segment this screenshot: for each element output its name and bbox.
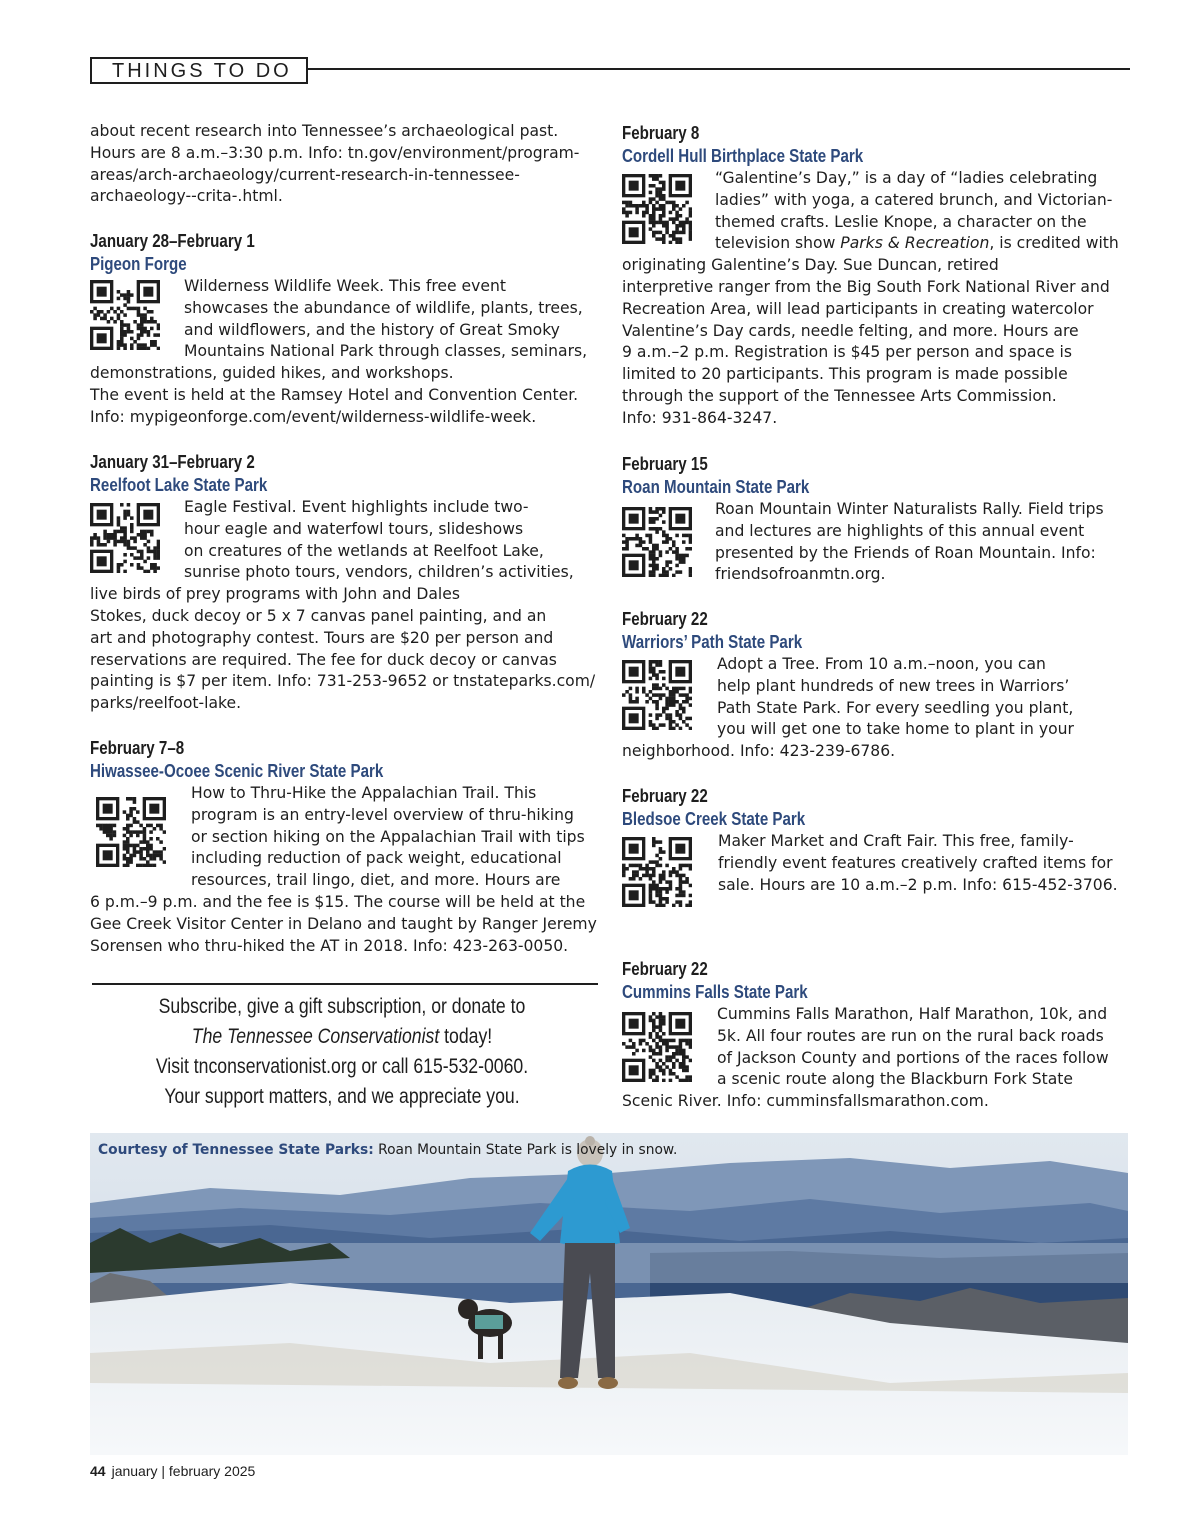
event-date: February 22 [622,609,708,629]
event-text-line: Maker Market and Craft Fair. This free, family- [718,832,1074,850]
event-text-line: Sorensen who thru-hiked the AT in 2018. Info: 423-263-0050. [90,936,569,955]
event-park-name: Warriors’ Path State Park [622,632,803,652]
event-text-line: a scenic route along the Blackburn Fork State [717,1070,1073,1089]
event-text-line: Cummins Falls Marathon, Half Marathon, 10k, and [717,1005,1108,1023]
event-text-line: originating Galentine’s Day. Sue Duncan, retired [622,256,999,275]
event-cummins-falls [622,958,1134,1113]
event-text-line: Wilderness Wildlife Week. This free event [184,277,506,295]
subscribe-line [132,1022,552,1052]
roan-mountain-photo [90,1133,1128,1455]
event-text-line: hour eagle and waterfowl tours, slideshows [184,519,524,538]
qr-code-icon[interactable] [90,503,160,573]
page-footer [90,1461,255,1481]
photo-credit: Courtesy of Tennessee State Parks: [98,1142,374,1158]
event-text-line: through the support of the Tennessee Arts Commission. [622,386,1057,405]
event-date: January 31–February 2 [90,452,255,472]
event-text-line: presented by the Friends of Roan Mountain. Info: [715,543,1096,562]
event-text-line: Adopt a Tree. From 10 a.m.–noon, you can [717,655,1046,673]
qr-code-icon[interactable] [622,174,692,244]
qr-code-icon[interactable] [622,1012,692,1082]
subscribe-line: Visit tnconservationist.org or call 615-532-0060. [155,1055,529,1078]
header-rule [308,68,1130,70]
event-text-line: you will get one to take home to plant in your [717,720,1074,739]
continuation-line: areas/arch-archaeology/current-research-in-tennessee- [90,165,520,184]
event-text-line: or section hiking on the Appalachian Trail with tips [191,827,585,846]
event-reelfoot-lake [90,451,602,715]
continuation-line: archaeology--crita-.html. [90,187,283,206]
event-date: February 22 [622,959,708,979]
subscribe-box [92,992,592,1112]
event-hiwassee-ocoee [90,737,602,957]
event-warriors-path [622,608,1134,763]
qr-code-icon[interactable] [622,837,692,907]
qr-code-icon[interactable] [96,797,166,867]
photo-caption [98,1140,677,1160]
event-text-line: 5k. All four routes are run on the rural back roads [717,1026,1104,1045]
event-text-line: friendly event features creatively crafted items for [718,853,1113,872]
event-text-line: Eagle Festival. Event highlights include two- [184,498,529,516]
event-park-name: Bledsoe Creek State Park [622,809,806,829]
event-text-line: parks/reelfoot-lake. [90,694,242,713]
event-date: February 22 [622,786,708,806]
event-text-line: demonstrations, guided hikes, and workshops. [90,364,454,383]
event-text-line: Roan Mountain Winter Naturalists Rally. Field trips [715,500,1104,518]
left-column [90,121,602,955]
event-text-line: Valentine’s Day cards, needle felting, and more. Hours are [622,321,1079,340]
landscape-illustration [90,1133,1128,1455]
event-text-line: painting is $7 per item. Info: 731-253-9652 or tnstateparks.com/ [90,672,596,691]
subscribe-line: Your support matters, and we appreciate you. [164,1085,520,1108]
event-text-line: friendsofroanmtn.org. [715,565,886,584]
event-text-line: including reduction of pack weight, educational [191,849,562,868]
event-text-line: Gee Creek Visitor Center in Delano and taught by Ranger Jeremy [90,914,597,933]
event-text-line: art and photography contest. Tours are $20 per person and [90,628,554,647]
event-text-fragment: television show [715,234,841,253]
event-text-line: Scenic River. Info: cumminsfallsmarathon.com. [622,1092,989,1111]
event-cordell-hull [622,122,1134,430]
event-text-line: and lectures are highlights of this annual event [715,521,1085,540]
continuation-line: about recent research into Tennessee’s archaeological past. [90,122,559,140]
event-text-line: program is an entry-level overview of thru-hiking [191,805,574,824]
event-text-line: Stokes, duck decoy or 5 x 7 canvas panel painting, and an [90,606,547,625]
event-park-name: Reelfoot Lake State Park [90,475,268,495]
event-text-line: Info: mypigeonforge.com/event/wilderness-wildlife-week. [90,407,537,426]
event-text-line: 6 p.m.–9 p.m. and the fee is $15. The course will be held at the [90,892,586,911]
qr-code-icon[interactable] [622,507,692,577]
event-text-line: 9 a.m.–2 p.m. Registration is $45 per person and space is [622,343,1073,362]
issue-date: january | february 2025 [111,1463,256,1479]
event-text-line: interpretive ranger from the Big South Fork National River and [622,277,1110,296]
event-text-line: Mountains National Park through classes, seminars, [184,342,588,361]
event-text-line: The event is held at the Ramsey Hotel and Convention Center. [90,385,579,404]
event-bledsoe-creek [622,785,1134,913]
continuation-text [90,121,602,208]
event-text-line: How to Thru-Hike the Appalachian Trail. This [191,784,537,802]
event-text-line: and wildflowers, and the history of Great Smoky [184,320,560,339]
event-text-line: “Galentine’s Day,” is a day of “ladies celebrating [715,169,1098,187]
section-header-label: THINGS TO DO [112,60,292,82]
event-date: February 7–8 [90,738,185,758]
event-text-line: Recreation Area, will lead participants in creating watercolor [622,299,1094,318]
event-date: January 28–February 1 [90,231,255,251]
event-text-line: of Jackson County and portions of the races follow [717,1048,1109,1067]
subscribe-line: Subscribe, give a gift subscription, or donate to [158,995,526,1018]
tv-show-title: Parks & Recreation [840,234,990,253]
event-park-name: Hiwassee-Ocoee Scenic River State Park [90,761,384,781]
subscribe-fragment: today! [439,1025,493,1048]
event-text-line: sale. Hours are 10 a.m.–2 p.m. Info: 615-452-3706. [718,875,1118,894]
event-text-line: ladies” with yoga, a catered brunch, and Victorian- [715,190,1113,209]
event-text-line: on creatures of the wetlands at Reelfoot Lake, [184,541,544,560]
event-text-line: sunrise photo tours, vendors, children’s activities, [184,563,574,582]
event-text-line [622,233,1134,255]
event-text-line: resources, trail lingo, diet, and more. Hours are [191,871,561,890]
subscribe-rule [92,983,598,985]
event-text-line: neighborhood. Info: 423-239-6786. [622,742,896,761]
event-text-line: reservations are required. The fee for duck decoy or canvas [90,650,557,669]
event-text-line: Info: 931-864-3247. [622,408,778,427]
event-date: February 15 [622,454,708,474]
page-number: 44 [90,1463,106,1479]
event-date: February 8 [622,123,700,143]
continuation-line: Hours are 8 a.m.–3:30 p.m. Info: tn.gov/environment/program- [90,143,580,162]
event-pigeon-forge [90,230,602,429]
event-text-line: live birds of prey programs with John and Dales [90,585,460,604]
event-park-name: Roan Mountain State Park [622,477,810,497]
event-text-line: help plant hundreds of new trees in Warriors’ [717,676,1070,695]
event-text-fragment: , is credited with [989,234,1119,253]
event-park-name: Cordell Hull Birthplace State Park [622,146,864,166]
event-text-line: limited to 20 participants. This program is made possible [622,365,1068,384]
qr-code-icon[interactable] [90,280,160,350]
caption-text: Roan Mountain State Park is lovely in snow. [373,1142,678,1158]
event-text-line: Path State Park. For every seedling you plant, [717,698,1074,717]
event-text-line: themed crafts. Leslie Knope, a character on the [715,212,1087,231]
magazine-title: The Tennessee Conservationist [191,1025,440,1048]
qr-code-icon[interactable] [622,660,692,730]
event-roan-mountain [622,453,1134,586]
event-park-name: Cummins Falls State Park [622,982,808,1002]
event-park-name: Pigeon Forge [90,254,187,274]
event-text-line: showcases the abundance of wildlife, plants, trees, [184,298,583,317]
